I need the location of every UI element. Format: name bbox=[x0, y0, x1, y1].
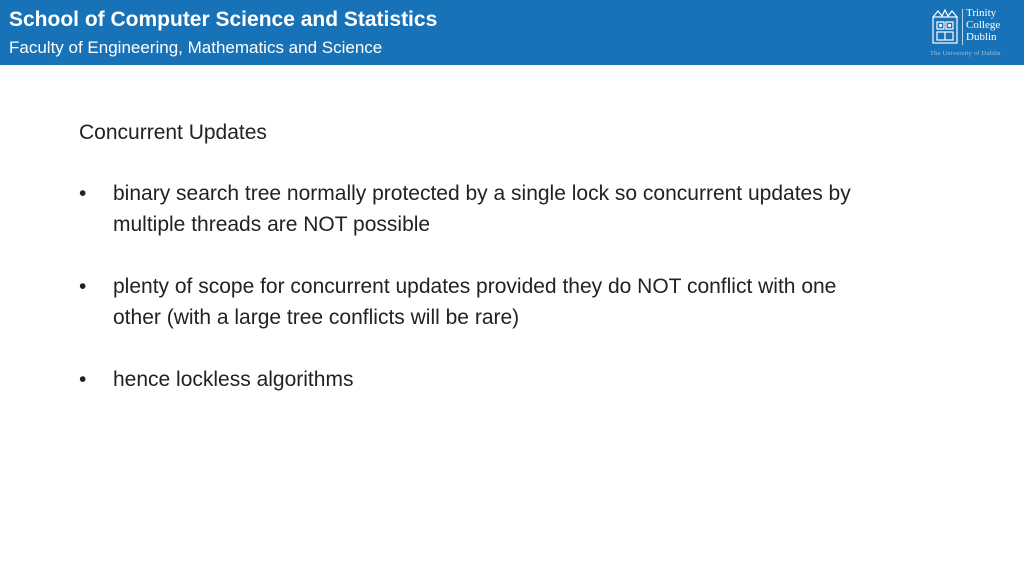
logo-line-trinity: Trinity bbox=[966, 7, 997, 19]
slide-heading: Concurrent Updates bbox=[79, 121, 267, 144]
logo-divider bbox=[962, 9, 963, 45]
logo-line-college: College bbox=[966, 19, 1001, 31]
bullet-item bbox=[79, 178, 879, 240]
logo-tagline: The University of Dublin bbox=[930, 50, 1001, 57]
bullet-item bbox=[79, 364, 879, 395]
logo-line-dublin: Dublin bbox=[966, 31, 997, 43]
logo-wordmark bbox=[966, 7, 1000, 43]
bullet-marker: • bbox=[79, 182, 87, 205]
trinity-logo bbox=[928, 5, 1018, 61]
faculty-subtitle: Faculty of Engineering, Mathematics and Science bbox=[9, 38, 383, 57]
bullet-marker: • bbox=[79, 275, 87, 298]
header-bar bbox=[0, 0, 1024, 65]
school-title: School of Computer Science and Statistics bbox=[9, 8, 438, 31]
bullet-text: binary search tree normally protected by a single lock so concurrent updates by multiple threads are NOT possible bbox=[113, 182, 851, 236]
bullet-item bbox=[79, 271, 879, 333]
bullet-text: plenty of scope for concurrent updates provided they do NOT conflict with one other (with a large tree conflicts will be rare) bbox=[113, 275, 837, 329]
bullet-marker: • bbox=[79, 368, 87, 391]
trinity-crest-icon bbox=[930, 7, 960, 47]
bullet-list bbox=[79, 178, 879, 426]
bullet-text: hence lockless algorithms bbox=[113, 368, 354, 391]
